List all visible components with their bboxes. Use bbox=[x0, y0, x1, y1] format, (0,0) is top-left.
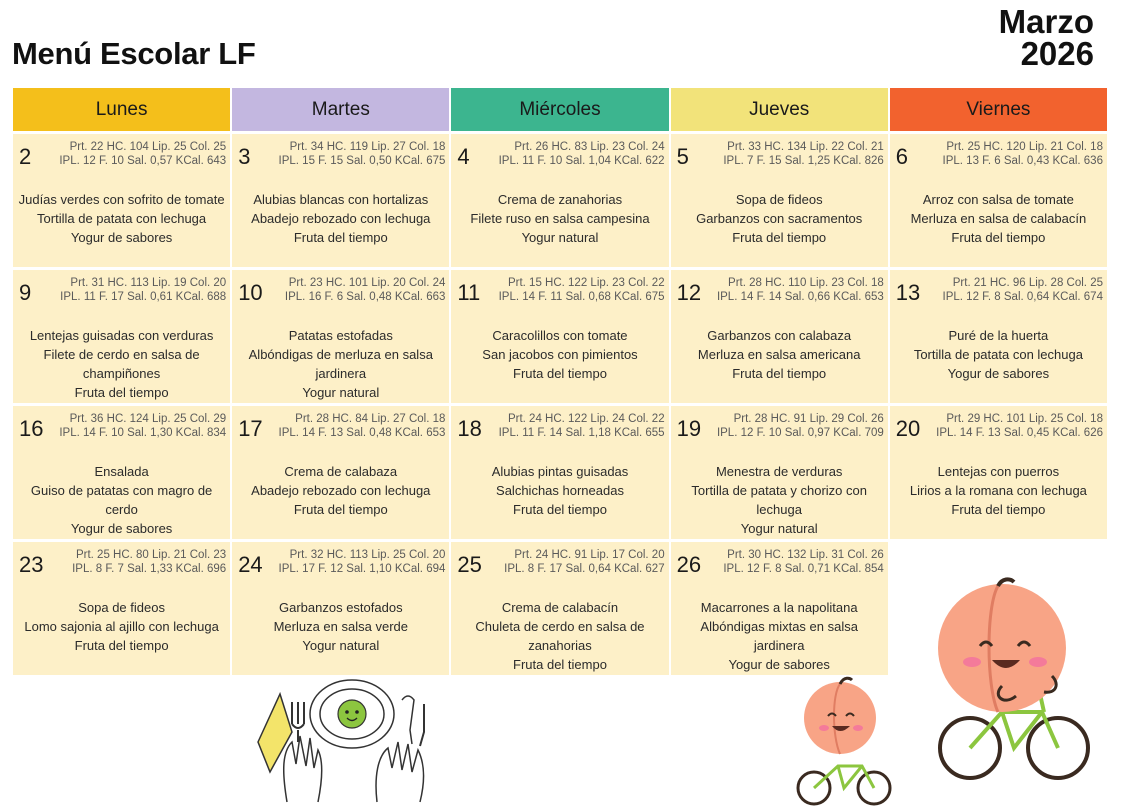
nutrition-line: Prt. 28 HC. 84 Lip. 27 Col. 18 bbox=[295, 413, 446, 425]
dish-item: Garbanzos con sacramentos bbox=[696, 211, 863, 226]
menu-day-cell bbox=[232, 542, 449, 675]
menu-day-cell bbox=[232, 270, 449, 403]
dish-item: Crema de calabaza bbox=[284, 464, 398, 479]
menu-day-cell bbox=[232, 134, 449, 267]
nutrition-line: Prt. 36 HC. 124 Lip. 25 Col. 29 bbox=[69, 413, 227, 425]
day-number: 17 bbox=[238, 416, 263, 441]
dish-list bbox=[13, 598, 230, 655]
month-year bbox=[998, 3, 1094, 72]
nutrition-line: IPL. 14 F. 10 Sal. 1,30 KCal. 834 bbox=[59, 427, 227, 439]
dish-item: Patatas estofadas bbox=[288, 328, 393, 343]
day-header-0: Lunes bbox=[13, 88, 230, 131]
nutrition-line: Prt. 15 HC. 122 Lip. 23 Col. 22 bbox=[507, 277, 665, 289]
dish-item: Lentejas guisadas con verduras bbox=[29, 328, 214, 343]
nutrition-line: IPL. 14 F. 14 Sal. 0,66 KCal. 653 bbox=[716, 291, 884, 303]
nutrition-line: Prt. 22 HC. 104 Lip. 25 Col. 25 bbox=[69, 141, 227, 153]
day-number: 4 bbox=[457, 144, 470, 169]
nutrition-line: Prt. 24 HC. 122 Lip. 24 Col. 22 bbox=[507, 413, 665, 425]
menu-day-cell bbox=[13, 542, 230, 675]
dish-item: Lomo sajonia al ajillo con lechuga bbox=[24, 619, 219, 634]
day-header-1: Martes bbox=[232, 88, 449, 131]
menu-day-cell bbox=[890, 134, 1107, 267]
month-label: Marzo bbox=[998, 3, 1094, 40]
dish-item: Garbanzos con calabaza bbox=[707, 328, 852, 343]
nutrition-info bbox=[723, 548, 883, 576]
nutrition-info bbox=[504, 548, 664, 576]
menu-day-cell bbox=[13, 134, 230, 267]
menu-day-cell bbox=[451, 406, 668, 539]
dish-item: Abadejo rebozado con lechuga bbox=[251, 211, 431, 226]
dish-item: Tortilla de patata con lechuga bbox=[913, 347, 1083, 362]
nutrition-line: IPL. 12 F. 10 Sal. 0,57 KCal. 643 bbox=[59, 155, 227, 167]
peach-on-bicycle-icon bbox=[932, 576, 1092, 788]
dish-item: Albóndigas mixtas en salsa jardinera bbox=[700, 619, 858, 653]
nutrition-info bbox=[499, 412, 665, 440]
nutrition-info bbox=[723, 140, 883, 168]
dish-item: Puré de la huerta bbox=[948, 328, 1049, 343]
nutrition-line: IPL. 12 F. 8 Sal. 0,71 KCal. 854 bbox=[723, 563, 884, 575]
dish-list bbox=[232, 326, 449, 402]
menu-day-cell bbox=[451, 542, 668, 675]
nutrition-line: IPL. 12 F. 8 Sal. 0,64 KCal. 674 bbox=[942, 291, 1103, 303]
dish-item: Yogur de sabores bbox=[728, 657, 830, 672]
day-number: 26 bbox=[676, 552, 702, 577]
dish-item: Fruta del tiempo bbox=[732, 230, 827, 245]
menu-day-cell bbox=[13, 270, 230, 403]
nutrition-line: Prt. 25 HC. 80 Lip. 21 Col. 23 bbox=[75, 549, 227, 561]
dish-list bbox=[451, 190, 668, 247]
nutrition-line: Prt. 32 HC. 113 Lip. 25 Col. 20 bbox=[289, 549, 446, 561]
nutrition-line: Prt. 34 HC. 119 Lip. 27 Col. 18 bbox=[289, 141, 446, 153]
dish-list bbox=[13, 190, 230, 247]
plate-with-apple-icon bbox=[252, 672, 442, 804]
dish-item: Lentejas con puerros bbox=[937, 464, 1060, 479]
menu-day-cell bbox=[232, 406, 449, 539]
dish-list bbox=[671, 190, 888, 247]
dish-item: Crema de calabacín bbox=[501, 600, 619, 615]
dish-item: San jacobos con pimientos bbox=[482, 347, 638, 362]
page-title: Menú Escolar LF bbox=[12, 36, 256, 71]
dish-item: Yogur de sabores bbox=[70, 230, 173, 245]
day-header-2: Miércoles bbox=[451, 88, 668, 131]
nutrition-info bbox=[59, 412, 226, 440]
day-number: 16 bbox=[19, 416, 44, 441]
nutrition-info bbox=[943, 276, 1103, 304]
day-number: 24 bbox=[238, 552, 263, 577]
nutrition-line: IPL. 11 F. 14 Sal. 1,18 KCal. 655 bbox=[498, 427, 665, 439]
dish-item: Judías verdes con sofrito de tomate bbox=[18, 192, 225, 207]
dish-item: Yogur de sabores bbox=[70, 521, 173, 536]
day-number: 6 bbox=[895, 144, 909, 169]
dish-item: Tortilla de patata con lechuga bbox=[37, 211, 207, 226]
day-number: 5 bbox=[676, 144, 689, 169]
dish-item: Alubias pintas guisadas bbox=[491, 464, 629, 479]
dish-list bbox=[671, 598, 888, 674]
dish-item: Arroz con salsa de tomate bbox=[922, 192, 1074, 207]
dish-item: Albóndigas de merluza en salsa jardinera bbox=[248, 347, 433, 381]
nutrition-line: Prt. 30 HC. 132 Lip. 31 Col. 26 bbox=[727, 549, 884, 561]
dish-item: Fruta del tiempo bbox=[951, 230, 1046, 245]
nutrition-line: IPL. 11 F. 17 Sal. 0,61 KCal. 688 bbox=[60, 291, 227, 303]
dish-item: Fruta del tiempo bbox=[951, 502, 1046, 517]
menu-day-cell bbox=[13, 406, 230, 539]
menu-day-cell bbox=[890, 270, 1107, 403]
menu-day-cell bbox=[671, 542, 888, 675]
day-number: 19 bbox=[676, 416, 702, 441]
dish-item: Yogur natural bbox=[740, 521, 818, 536]
nutrition-line: IPL. 14 F. 11 Sal. 0,68 KCal. 675 bbox=[498, 291, 665, 303]
dish-item: Merluza en salsa verde bbox=[273, 619, 408, 634]
dish-list bbox=[232, 190, 449, 247]
nutrition-info bbox=[499, 140, 665, 168]
dish-list bbox=[890, 326, 1107, 383]
dish-list bbox=[13, 462, 230, 538]
year-label: 2026 bbox=[1020, 35, 1094, 72]
nutrition-line: IPL. 13 F. 6 Sal. 0,43 KCal. 636 bbox=[942, 155, 1103, 167]
day-number: 10 bbox=[238, 280, 263, 305]
dish-list bbox=[451, 462, 668, 519]
nutrition-line: Prt. 21 HC. 96 Lip. 28 Col. 25 bbox=[952, 277, 1103, 289]
dish-list bbox=[451, 326, 668, 383]
nutrition-line: IPL. 17 F. 12 Sal. 1,10 KCal. 694 bbox=[278, 563, 446, 575]
dish-item: Filete ruso en salsa campesina bbox=[470, 211, 650, 226]
nutrition-line: IPL. 14 F. 13 Sal. 0,48 KCal. 653 bbox=[278, 427, 446, 439]
dish-item: Sopa de fideos bbox=[735, 192, 823, 207]
dish-item: Chuleta de cerdo en salsa de zanahorias bbox=[475, 619, 645, 653]
dish-item: Menestra de verduras bbox=[715, 464, 843, 479]
dish-item: Sopa de fideos bbox=[78, 600, 165, 615]
dish-item: Fruta del tiempo bbox=[513, 366, 607, 381]
dish-list bbox=[13, 326, 230, 402]
nutrition-info bbox=[279, 412, 446, 440]
nutrition-info bbox=[279, 140, 446, 168]
nutrition-line: IPL. 15 F. 15 Sal. 0,50 KCal. 675 bbox=[278, 155, 446, 167]
day-number: 12 bbox=[676, 280, 702, 305]
dish-list bbox=[451, 598, 668, 674]
nutrition-line: IPL. 8 F. 17 Sal. 0,64 KCal. 627 bbox=[504, 563, 665, 575]
nutrition-line: Prt. 28 HC. 110 Lip. 23 Col. 18 bbox=[728, 277, 884, 289]
dish-item: Garbanzos estofados bbox=[279, 600, 403, 615]
dish-list bbox=[890, 462, 1107, 519]
menu-day-cell bbox=[890, 406, 1107, 539]
dish-item: Fruta del tiempo bbox=[74, 385, 169, 400]
dish-item: Yogur natural bbox=[521, 230, 599, 245]
dish-item: Yogur natural bbox=[302, 385, 380, 400]
menu-day-cell bbox=[671, 270, 888, 403]
dish-item: Fruta del tiempo bbox=[293, 502, 388, 517]
menu-day-cell bbox=[671, 406, 888, 539]
day-number: 25 bbox=[457, 552, 482, 577]
dish-item: Fruta del tiempo bbox=[513, 657, 607, 672]
day-header-4: Viernes bbox=[890, 88, 1107, 131]
nutrition-info bbox=[943, 140, 1103, 168]
nutrition-info bbox=[60, 276, 226, 304]
day-header-3: Jueves bbox=[671, 88, 888, 131]
nutrition-line: Prt. 31 HC. 113 Lip. 19 Col. 20 bbox=[70, 277, 227, 289]
day-number: 9 bbox=[19, 280, 32, 305]
day-number: 18 bbox=[457, 416, 482, 441]
day-number: 11 bbox=[457, 280, 481, 305]
nutrition-info bbox=[59, 140, 226, 168]
dish-item: Alubias blancas con hortalizas bbox=[253, 192, 429, 207]
dish-item: Salchichas horneadas bbox=[496, 483, 624, 498]
dish-list bbox=[671, 462, 888, 538]
day-number: 20 bbox=[895, 416, 921, 441]
nutrition-line: IPL. 8 F. 7 Sal. 1,33 KCal. 696 bbox=[72, 563, 227, 575]
dish-item: Merluza en salsa de calabacín bbox=[910, 211, 1087, 226]
dish-item: Fruta del tiempo bbox=[293, 230, 388, 245]
dish-item: Fruta del tiempo bbox=[74, 638, 169, 653]
dish-item: Caracolillos con tomate bbox=[492, 328, 628, 343]
dish-item: Crema de zanahorias bbox=[497, 192, 623, 207]
nutrition-line: IPL. 14 F. 13 Sal. 0,45 KCal. 626 bbox=[936, 427, 1103, 439]
dish-item: Yogur de sabores bbox=[947, 366, 1050, 381]
dish-list bbox=[232, 598, 449, 655]
nutrition-line: Prt. 29 HC. 101 Lip. 25 Col. 18 bbox=[946, 413, 1103, 425]
dish-item: Abadejo rebozado con lechuga bbox=[251, 483, 431, 498]
nutrition-line: Prt. 25 HC. 120 Lip. 21 Col. 18 bbox=[946, 141, 1103, 153]
dish-item: Macarrones a la napolitana bbox=[700, 600, 858, 615]
dish-item: Merluza en salsa americana bbox=[697, 347, 861, 362]
nutrition-info bbox=[279, 548, 446, 576]
nutrition-line: IPL. 11 F. 10 Sal. 1,04 KCal. 622 bbox=[498, 155, 665, 167]
nutrition-info bbox=[499, 276, 665, 304]
day-number: 3 bbox=[238, 144, 251, 169]
dish-item: Guiso de patatas con magro de cerdo bbox=[30, 483, 213, 517]
menu-day-cell bbox=[451, 270, 668, 403]
nutrition-line: Prt. 23 HC. 101 Lip. 20 Col. 24 bbox=[288, 277, 446, 289]
day-number: 13 bbox=[895, 280, 921, 305]
nutrition-line: Prt. 33 HC. 134 Lip. 22 Col. 21 bbox=[727, 141, 884, 153]
dish-list bbox=[890, 190, 1107, 247]
nutrition-info bbox=[936, 412, 1103, 440]
dish-list bbox=[671, 326, 888, 383]
dish-item: Tortilla de patata y chorizo con lechuga bbox=[691, 483, 867, 517]
nutrition-info bbox=[717, 412, 884, 440]
dish-item: Ensalada bbox=[94, 464, 149, 479]
nutrition-line: Prt. 28 HC. 91 Lip. 29 Col. 26 bbox=[733, 413, 884, 425]
nutrition-line: IPL. 7 F. 15 Sal. 1,25 KCal. 826 bbox=[723, 155, 884, 167]
nutrition-info bbox=[72, 548, 226, 576]
nutrition-line: IPL. 16 F. 6 Sal. 0,48 KCal. 663 bbox=[284, 291, 446, 303]
nutrition-info bbox=[717, 276, 884, 304]
menu-day-cell bbox=[451, 134, 668, 267]
dish-item: Fruta del tiempo bbox=[513, 502, 607, 517]
nutrition-line: IPL. 12 F. 10 Sal. 0,97 KCal. 709 bbox=[716, 427, 884, 439]
menu-day-cell bbox=[671, 134, 888, 267]
nutrition-info bbox=[285, 276, 445, 304]
dish-item: Filete de cerdo en salsa de champiñones bbox=[43, 347, 200, 381]
day-number: 23 bbox=[19, 552, 44, 577]
nutrition-line: Prt. 26 HC. 83 Lip. 23 Col. 24 bbox=[514, 141, 665, 153]
dish-list bbox=[232, 462, 449, 519]
small-peach-bicycle-icon bbox=[792, 676, 896, 806]
nutrition-line: Prt. 24 HC. 91 Lip. 17 Col. 20 bbox=[514, 549, 665, 561]
dish-item: Fruta del tiempo bbox=[732, 366, 827, 381]
day-number: 2 bbox=[19, 144, 32, 169]
dish-item: Lirios a la romana con lechuga bbox=[909, 483, 1087, 498]
dish-item: Yogur natural bbox=[302, 638, 380, 653]
